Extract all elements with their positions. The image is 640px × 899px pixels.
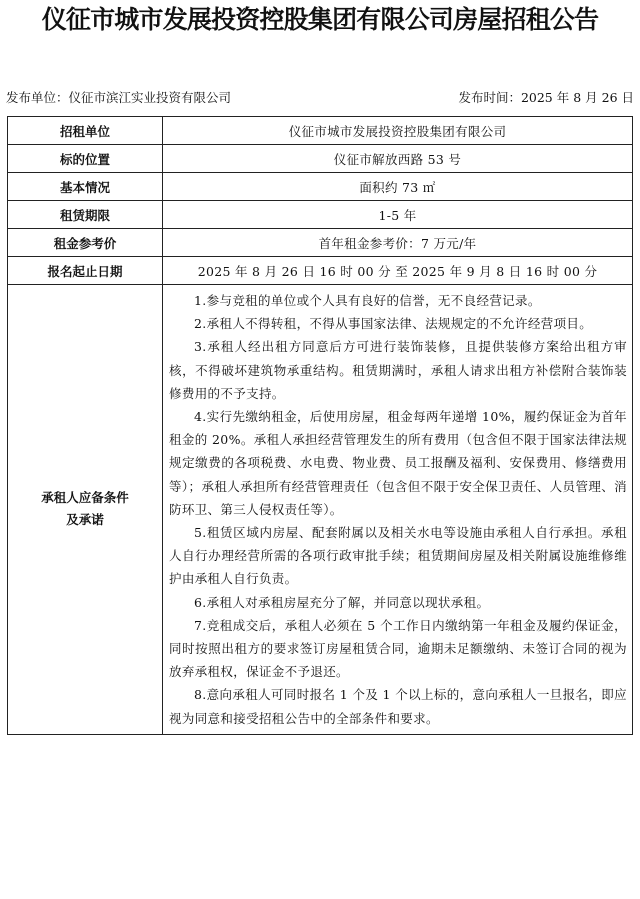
row-label: 租金参考价 bbox=[8, 229, 163, 257]
row-value: 仪征市城市发展投资控股集团有限公司 bbox=[163, 117, 633, 145]
row-value: 仪征市解放西路 53 号 bbox=[163, 145, 633, 173]
row-value: 面积约 73 ㎡ bbox=[163, 173, 633, 201]
condition-clause: 4.实行先缴纳租金，后使用房屋，租金每两年递增 10%，履约保证金为首年租金的 20%。承租人承担经营管理发生的所有费用（包含但不限于国家法律法规规定缴费的各项税费、水电费、物业费、员工报酬及福利、安保费用、修缮费用等）；承租人承担所有经营管理责任（包含但不限于安全保卫责任、人员管理、消防环卫、第三人侵权责任等）。 bbox=[169, 409, 627, 517]
publish-time-info bbox=[458, 88, 634, 108]
row-label: 招租单位 bbox=[8, 117, 163, 145]
condition-clause: 7.竞租成交后，承租人必须在 5 个工作日内缴纳第一年租金及履约保证金，同时按照出租方的要求签订房屋租赁合同，逾期未足额缴纳、未签订合同的视为放弃承租权，保证金不予退还。 bbox=[169, 617, 627, 680]
table-row bbox=[8, 229, 633, 257]
conditions-label-line: 承租人应备条件 bbox=[41, 490, 129, 506]
condition-clause: 3.承租人经出租方同意后方可进行装饰装修，且提供装修方案给出租方审核，不得破坏建筑物承重结构。租赁期满时，承租人请求出租方补偿附合装饰装修费用的不予支持。 bbox=[169, 339, 627, 401]
condition-clause: 8.意向承租人可同时报名 1 个及 1 个以上标的，意向承租人一旦报名，即应视为同意和接受招租公告中的全部条件和要求。 bbox=[169, 687, 627, 726]
conditions-label bbox=[8, 285, 163, 735]
publisher-name: 仪征市滨江实业投资有限公司 bbox=[68, 90, 232, 105]
table-row bbox=[8, 117, 633, 145]
row-label: 租赁期限 bbox=[8, 201, 163, 229]
publisher-info bbox=[6, 88, 231, 108]
row-value: 首年租金参考价：7 万元/年 bbox=[163, 229, 633, 257]
row-value: 1-5 年 bbox=[163, 201, 633, 229]
page-title: 仪征市城市发展投资控股集团有限公司房屋招租公告 bbox=[41, 5, 599, 34]
publish-time-label: 发布时间： bbox=[458, 90, 521, 105]
condition-clause: 2.承租人不得转租，不得从事国家法律、法规规定的不允许经营项目。 bbox=[194, 316, 593, 332]
table-row bbox=[8, 201, 633, 229]
condition-clause: 1.参与竞租的单位或个人具有良好的信誉，无不良经营记录。 bbox=[194, 293, 541, 308]
row-label: 标的位置 bbox=[8, 145, 163, 173]
publisher-label: 发布单位： bbox=[6, 90, 69, 105]
table-row bbox=[8, 257, 633, 285]
row-label: 报名起止日期 bbox=[8, 257, 163, 285]
row-value: 2025 年 8 月 26 日 16 时 00 分 至 2025 年 9 月 8 日 16 时 00 分 bbox=[163, 257, 633, 285]
notice-meta bbox=[6, 88, 634, 108]
condition-clause: 6.承租人对承租房屋充分了解，并同意以现状承租。 bbox=[194, 594, 490, 610]
condition-clause: 5.租赁区域内房屋、配套附属以及相关水电等设施由承租人自行承担。承租人自行办理经营所需的各项行政审批手续；租赁期间房屋及相关附属设施维修维护由承租人自行负责。 bbox=[169, 525, 627, 587]
table-row bbox=[8, 145, 633, 173]
publish-time: 2025 年 8 月 26 日 bbox=[520, 90, 634, 105]
rental-notice-table bbox=[7, 116, 633, 735]
conditions-label-line: 及承诺 bbox=[66, 512, 104, 528]
table-row bbox=[8, 173, 633, 201]
row-label: 基本情况 bbox=[8, 173, 163, 201]
conditions-content bbox=[163, 285, 633, 735]
conditions-row bbox=[8, 285, 633, 735]
